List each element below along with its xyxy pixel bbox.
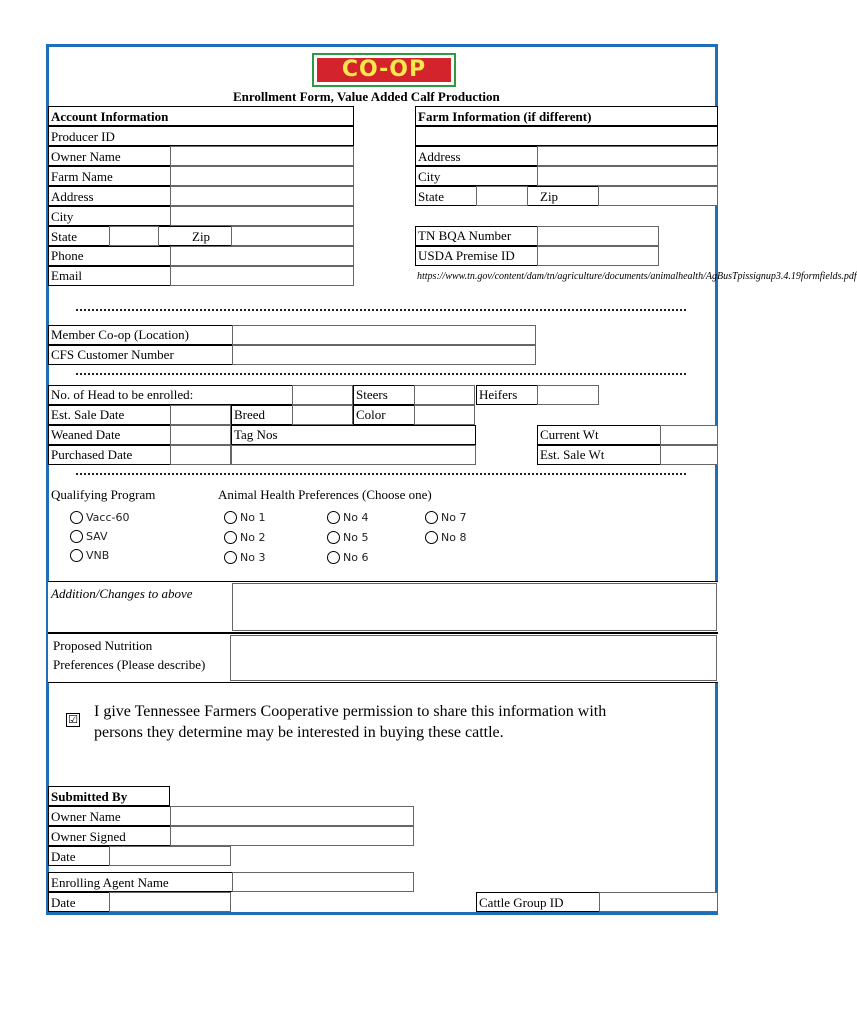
state-field[interactable] (109, 226, 159, 246)
heifers-field[interactable] (537, 385, 599, 405)
radio-circle-icon (327, 511, 340, 524)
farm-state-label: State (418, 189, 444, 204)
farm-address-field[interactable] (537, 146, 718, 166)
radio-circle-icon (425, 511, 438, 524)
steers-field[interactable] (414, 385, 475, 405)
radio-circle-icon (327, 551, 340, 564)
sub-owner-name-field[interactable] (170, 806, 414, 826)
radio-circle-icon (224, 511, 237, 524)
sale-date-label: Est. Sale Date (51, 407, 125, 422)
tag-label: Tag Nos (234, 427, 278, 442)
nutrition-label-line2: Preferences (Please describe) (53, 657, 206, 672)
farm-zip-field[interactable] (598, 186, 718, 206)
farm-city-label: City (418, 169, 441, 184)
coop-logo: CO-OP (312, 53, 456, 87)
owner-signed-field[interactable] (170, 826, 414, 846)
usda-field[interactable] (537, 246, 659, 266)
health-radio-no4[interactable]: No 4 (327, 511, 368, 524)
radio-circle-icon (224, 551, 237, 564)
divider-1 (76, 309, 686, 311)
address-field[interactable] (170, 186, 354, 206)
email-field[interactable] (170, 266, 354, 286)
farm-blank-row (415, 126, 718, 146)
health-preferences-label: Animal Health Preferences (Choose one) (218, 487, 432, 502)
cattle-group-label: Cattle Group ID (479, 895, 564, 910)
changes-label: Addition/Changes to above (51, 586, 193, 601)
consent-text-line1: I give Tennessee Farmers Cooperative permission to share this information with (94, 703, 607, 720)
form-title: Enrollment Form, Value Added Calf Production (233, 89, 500, 104)
owner-signed-label: Owner Signed (51, 829, 126, 844)
current-wt-field[interactable] (660, 425, 718, 445)
qualifying-program-label: Qualifying Program (51, 487, 156, 502)
zip-field[interactable] (231, 226, 354, 246)
nutrition-field[interactable] (230, 635, 717, 681)
consent-text-line2: persons they determine may be interested in buying these cattle. (94, 724, 504, 741)
head-label: No. of Head to be enrolled: (51, 387, 194, 402)
farm-name-field[interactable] (170, 166, 354, 186)
radio-circle-icon (70, 530, 83, 543)
nutrition-label-line1: Proposed Nutrition (53, 638, 153, 653)
sub-date-label: Date (51, 849, 76, 864)
cattle-group-field[interactable] (599, 892, 718, 912)
account-header: Account Information (51, 109, 169, 124)
program-radio-sav[interactable]: SAV (70, 530, 108, 543)
address-label: Address (51, 189, 94, 204)
health-radio-no7[interactable]: No 7 (425, 511, 466, 524)
agent-field[interactable] (232, 872, 414, 892)
current-wt-label: Current Wt (540, 427, 599, 442)
color-field[interactable] (414, 405, 475, 425)
sub-owner-name-label: Owner Name (51, 809, 121, 824)
member-location-field[interactable] (232, 325, 536, 345)
agent-date-field[interactable] (109, 892, 231, 912)
changes-field[interactable] (232, 583, 717, 631)
tag-field[interactable] (231, 445, 476, 465)
phone-label: Phone (51, 248, 84, 263)
weaned-field[interactable] (170, 425, 231, 445)
heifers-label: Heifers (479, 387, 518, 402)
health-radio-no8[interactable]: No 8 (425, 531, 466, 544)
tn-bqa-field[interactable] (537, 226, 659, 246)
farm-state-field[interactable] (476, 186, 528, 206)
zip-label: Zip (192, 229, 211, 244)
farm-header: Farm Information (if different) (418, 109, 592, 124)
submitted-header: Submitted By (51, 789, 128, 804)
consent-checkbox[interactable]: ☑ (66, 713, 80, 727)
color-label: Color (356, 407, 386, 422)
farm-name-label: Farm Name (51, 169, 113, 184)
email-label: Email (51, 268, 83, 283)
member-location-label: Member Co-op (Location) (51, 327, 189, 342)
health-radio-no5[interactable]: No 5 (327, 531, 368, 544)
city-field[interactable] (170, 206, 354, 226)
health-radio-no3[interactable]: No 3 (224, 551, 265, 564)
health-radio-no2[interactable]: No 2 (224, 531, 265, 544)
owner-name-label: Owner Name (51, 149, 121, 164)
city-label: City (51, 209, 74, 224)
program-radio-vnb[interactable]: VNB (70, 549, 109, 562)
sale-wt-label: Est. Sale Wt (540, 447, 605, 462)
tn-bqa-label: TN BQA Number (418, 228, 512, 243)
radio-circle-icon (224, 531, 237, 544)
bqa-url-link[interactable]: https://www.tn.gov/content/dam/tn/agriculture/documents/animalhealth/AgBusTpissignup3.4.19formfields.pdf (417, 271, 857, 282)
cfs-label: CFS Customer Number (51, 347, 174, 362)
health-radio-no6[interactable]: No 6 (327, 551, 368, 564)
radio-circle-icon (425, 531, 438, 544)
agent-label: Enrolling Agent Name (51, 875, 169, 890)
radio-circle-icon (70, 549, 83, 562)
divider-3 (76, 473, 686, 475)
usda-label: USDA Premise ID (418, 248, 515, 263)
state-label: State (51, 229, 77, 244)
weaned-label: Weaned Date (51, 427, 121, 442)
sale-wt-field[interactable] (660, 445, 718, 465)
farm-zip-label: Zip (540, 189, 559, 204)
owner-name-field[interactable] (170, 146, 354, 166)
phone-field[interactable] (170, 246, 354, 266)
divider-2 (76, 373, 686, 375)
breed-field[interactable] (292, 405, 353, 425)
purchased-field[interactable] (170, 445, 231, 465)
radio-circle-icon (70, 511, 83, 524)
purchased-label: Purchased Date (51, 447, 133, 462)
cfs-field[interactable] (232, 345, 536, 365)
breed-label: Breed (234, 407, 266, 422)
steers-label: Steers (356, 387, 388, 402)
program-radio-vacc60[interactable]: Vacc-60 (70, 511, 129, 524)
farm-city-field[interactable] (537, 166, 718, 186)
health-radio-no1[interactable]: No 1 (224, 511, 265, 524)
sale-date-field[interactable] (170, 405, 231, 425)
farm-address-label: Address (418, 149, 461, 164)
agent-date-label: Date (51, 895, 76, 910)
producer-id-label: Producer ID (51, 129, 115, 144)
radio-circle-icon (327, 531, 340, 544)
sub-date-field[interactable] (109, 846, 231, 866)
head-field[interactable] (292, 385, 353, 405)
